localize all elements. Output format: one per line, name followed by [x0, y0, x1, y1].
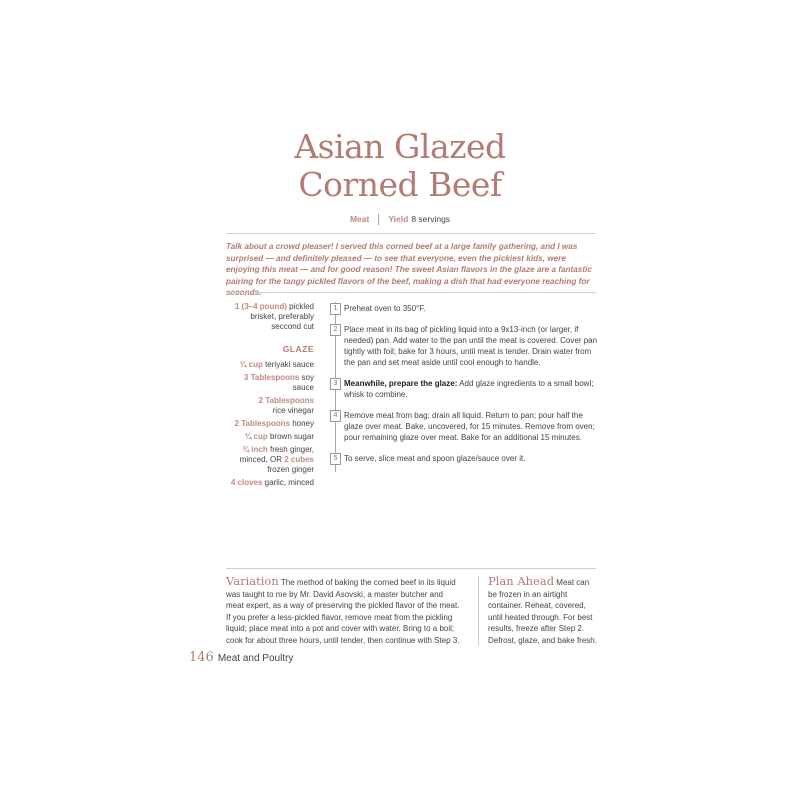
- ingredient-item: ¾ inch fresh ginger, minced, OR 2 cubes frozen ginger: [239, 445, 314, 474]
- recipe-title-line1: Asian Glazed: [294, 127, 506, 166]
- ingredient-item: ¾ cup brown sugar: [244, 432, 314, 441]
- page-number: 146: [189, 650, 214, 665]
- step-number: 2: [330, 324, 341, 336]
- plan-ahead-title: Plan Ahead: [488, 574, 555, 588]
- ingredient-item: ¾ cup teriyaki sauce: [239, 360, 314, 369]
- glaze-heading: GLAZE: [282, 344, 314, 354]
- recipe-intro: Talk about a crowd pleaser! I served this corned beef at a large family gathering, and I was surprised — and definitely pleased — to see that everyone, even the pickiest kids, were enjoying this meat — and for good reason! The sweet Asian flavors in the glaze are a fantastic pairing for the tangy pickled flavors of the beef, making a dish that had everyone reaching for: [226, 242, 592, 286]
- step-number: 4: [330, 410, 341, 422]
- yield-value: 8 servings: [411, 214, 451, 224]
- step-4: 4 Remove meat from bag; drain all liquid. Return to pan; pour half the glaze over meat. Bake, uncovered, for 15 minutes. Remove from oven; pour remaining glaze over meat. Bake for an additional 15 minutes.: [330, 410, 598, 443]
- middle-rule: [226, 292, 596, 293]
- page-footer: [189, 650, 293, 665]
- recipe-title-line2: Corned Beef: [298, 165, 502, 204]
- step-number: 1: [330, 303, 341, 315]
- steps-list: [330, 303, 598, 464]
- recipe-title: [0, 128, 800, 204]
- step-number: 5: [330, 453, 341, 465]
- bottom-rule: [226, 568, 596, 569]
- step-2: 2 Place meat in its bag of pickling liquid into a 9x13-inch (or larger, if needed) pan. Add water to the pan until the meat is covered. Cover pan tightly with foil; bake for 3 hours, until meat is tender. Drain water from the pan and set meat aside until cool enough to handle.: [330, 324, 598, 368]
- step-1: 1 Preheat oven to 350°F.: [330, 303, 598, 314]
- variation-text: The method of baking the corned beef in its liquid was taught to me by Mr. David Asovski, a master butcher and meat expert, as a way of preserving the pickled flavor of the meat. If you prefer a less-pickled flavor, remove meat from the pickling liquid; place meat into a pot and cover with water. Bring to a boil; cook for about three hours, until tender, then continue with Step 3.: [226, 578, 460, 645]
- ingredient-item: 2 Tablespoons honey: [234, 419, 314, 428]
- step-3: 3 Meanwhile, prepare the glaze: Add glaze ingredients to a small bowl; whisk to combine.: [330, 378, 598, 400]
- category-label: Meat: [349, 214, 370, 224]
- plan-ahead-note: [488, 576, 598, 646]
- ingredient-item: 1 (3–4 pound) pickled brisket, preferably seccond cut: [234, 302, 314, 331]
- recipe-meta: [0, 214, 800, 225]
- ingredients-list: [226, 302, 314, 491]
- step-number: 3: [330, 378, 341, 390]
- ingredient-item: 3 Tablespoons soy sauce: [243, 373, 314, 392]
- variation-note: [226, 576, 462, 646]
- yield-label: Yield: [388, 214, 409, 224]
- notes-divider: [478, 576, 479, 646]
- ingredient-item: 4 cloves garlic, minced: [230, 478, 314, 487]
- ingredient-item: 2 Tablespoons rice vinegar: [258, 396, 314, 415]
- top-rule: [226, 233, 596, 234]
- step-5: 5 To serve, slice meat and spoon glaze/sauce over it.: [330, 453, 598, 464]
- variation-title: Variation: [226, 574, 279, 588]
- section-name: Meat and Poultry: [217, 653, 294, 664]
- meta-divider: [378, 214, 379, 225]
- plan-ahead-text: Meat can be frozen in an airtight container. Reheat, covered, until heated through. For best results, freeze after Step 2. Defrost, glaze, and bake fresh.: [488, 578, 597, 645]
